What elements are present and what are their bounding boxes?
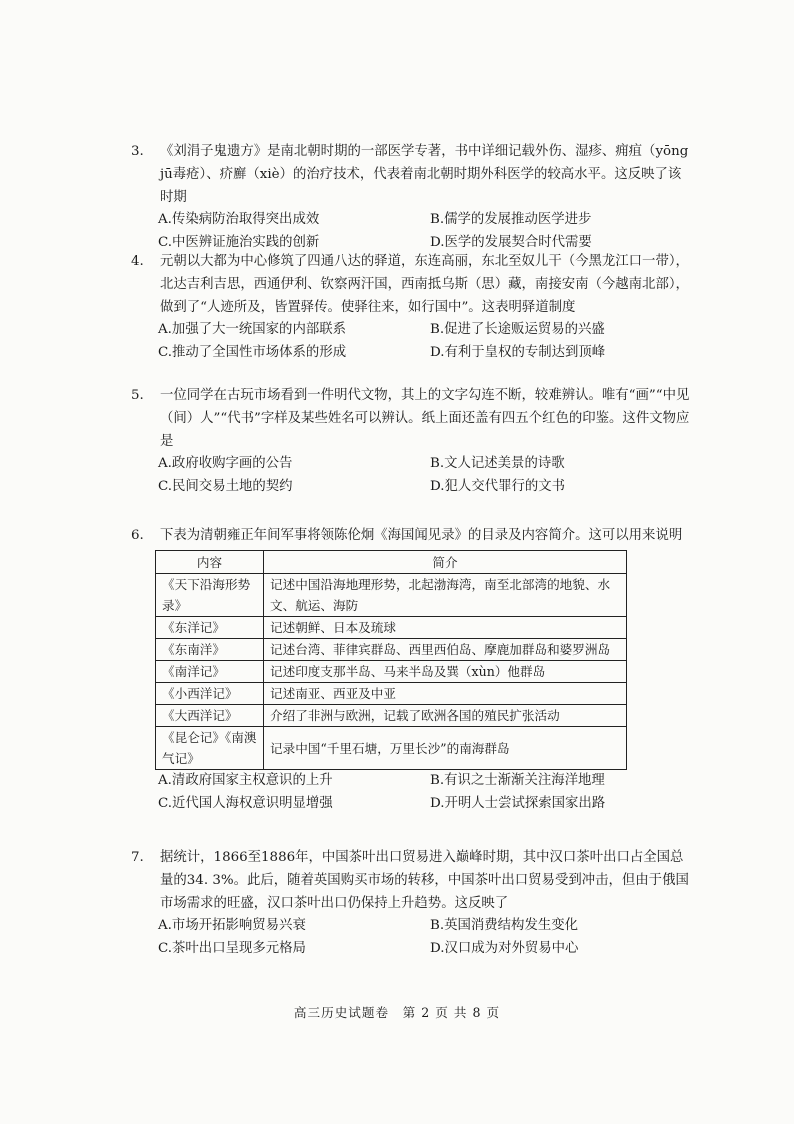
- option-a[interactable]: A.清政府国家主权意识的上升: [158, 773, 333, 788]
- table-cell-summary: 记述中国沿海地理形势，北起渤海湾，南至北部湾的地貌、水文、航运、海防: [264, 574, 627, 617]
- toc-table: [155, 550, 627, 770]
- question-4: [131, 250, 691, 364]
- option-a[interactable]: A.加强了大一统国家的内部联系: [158, 322, 347, 337]
- option-c[interactable]: C.推动了全国性市场体系的形成: [158, 344, 347, 360]
- table-cell-content: 《昆仑记》《南澳气记》: [156, 727, 264, 770]
- table-row: [156, 705, 627, 727]
- table-cell-summary: 记述南亚、西亚及中亚: [264, 683, 627, 705]
- option-b[interactable]: B.英国消费结构发生变化: [430, 918, 579, 933]
- table-cell-content: 《小西洋记》: [156, 683, 264, 705]
- question-number: 4.: [131, 254, 144, 269]
- table-row: [156, 727, 627, 770]
- options: [158, 453, 691, 498]
- table-header-content: 内容: [156, 551, 264, 574]
- table-cell-summary: 介绍了非洲与欧洲，记载了欧洲各国的殖民扩张活动: [264, 705, 627, 727]
- table-cell-content: 《东南洋》: [156, 639, 264, 661]
- question-5: [131, 384, 691, 498]
- option-b[interactable]: B.文人记述美景的诗歌: [430, 456, 565, 471]
- option-d[interactable]: D.医学的发展契合时代需要: [430, 234, 592, 250]
- table-cell-summary: 记述台湾、菲律宾群岛、西里西伯岛、摩鹿加群岛和婆罗洲岛: [264, 639, 627, 661]
- table-cell-content: 《南洋记》: [156, 661, 264, 683]
- table-row: [156, 683, 627, 705]
- table-row: [156, 574, 627, 617]
- option-b[interactable]: B.儒学的发展推动医学进步: [430, 212, 592, 227]
- table-header-row: [156, 551, 627, 574]
- options: [158, 319, 691, 364]
- option-b[interactable]: B.促进了长途贩运贸易的兴盛: [430, 322, 605, 337]
- page-footer: 高三历史试题卷 第 2 页 共 8 页: [293, 1005, 501, 1020]
- option-c[interactable]: C.中医辨证施治实践的创新: [158, 234, 320, 250]
- question-6: [131, 524, 691, 815]
- table-header-summary: 简介: [264, 551, 627, 574]
- option-b[interactable]: B.有识之士渐渐关注海洋地理: [430, 773, 605, 788]
- question-number: 7.: [131, 850, 144, 865]
- question-stem: 《刘涓子鬼遗方》是南北朝时期的一部医学专著，书中详细记载外伤、湿疹、痈疽（yōng jū毒疮）、疥廯（xiè）的治疗技术，代表着南北朝时期外科医学的较高水平。这反映了该时期: [160, 144, 689, 205]
- option-d[interactable]: D.开明人士尝试探索国家出路: [430, 795, 606, 811]
- table-cell-summary: 记述印度支那半岛、马来半岛及巽（xùn）他群岛: [264, 661, 627, 683]
- question-number: 5.: [131, 388, 144, 403]
- question-7: [131, 846, 691, 960]
- question-stem: 下表为清朝雍正年间军事将领陈伦炯《海国闻见录》的目录及内容简介。这可以用来说明: [160, 528, 683, 543]
- table-cell-content: 《东洋记》: [156, 617, 264, 639]
- option-c[interactable]: C.近代国人海权意识明显增强: [158, 795, 333, 811]
- question-number: 6.: [131, 528, 144, 543]
- question-stem: 元朝以大都为中心修筑了四通八达的驿道，东连高丽，东北至奴儿干（今黑龙江口一带），北达吉利吉思，西通伊利、钦察两汗国，西南抵乌斯（思）藏，南接安南（今越南北部），做到了“人迹所及，皆置驿传。使驿往来，如行国中”。这表明驿道制度: [160, 254, 689, 315]
- options: [158, 915, 691, 960]
- option-c[interactable]: C.茶叶出口呈现多元格局: [158, 940, 306, 956]
- table-cell-content: 《大西洋记》: [156, 705, 264, 727]
- table-cell-summary: 记录中国“千里石塘，万里长沙”的南海群岛: [264, 727, 627, 770]
- option-c[interactable]: C.民间交易土地的契约: [158, 478, 293, 494]
- question-3: [131, 140, 691, 254]
- table-cell-content: 《天下沿海形势录》: [156, 574, 264, 617]
- question-stem: 一位同学在古玩市场看到一件明代文物，其上的文字勾连不断，较难辨认。唯有“画”“中见（间）人”“代书”字样及某些姓名可以辨认。纸上面还盖有四五个红色的印鉴。这件文物应是: [160, 388, 690, 449]
- question-number: 3.: [131, 144, 144, 159]
- option-a[interactable]: A.传染病防治取得突出成效: [158, 212, 320, 227]
- option-a[interactable]: A.政府收购字画的公告: [158, 456, 293, 471]
- options: [158, 770, 691, 815]
- table-row: [156, 639, 627, 661]
- options: [158, 209, 691, 254]
- table-row: [156, 617, 627, 639]
- option-a[interactable]: A.市场开拓影响贸易兴衰: [158, 918, 306, 933]
- question-stem: 据统计，1866至1886年，中国茶叶出口贸易进入巅峰时期，其中汉口茶叶出口占全国总量的34. 3%。此后，随着英国购买市场的转移，中国茶叶出口贸易受到冲击，但由于俄国市场需求的旺盛，汉口茶叶出口仍保持上升趋势。这反映了: [160, 850, 689, 911]
- option-d[interactable]: D.有利于皇权的专制达到顶峰: [430, 344, 606, 360]
- option-d[interactable]: D.犯人交代罪行的文书: [430, 478, 566, 494]
- table-cell-summary: 记述朝鲜、日本及琉球: [264, 617, 627, 639]
- table-row: [156, 661, 627, 683]
- option-d[interactable]: D.汉口成为对外贸易中心: [430, 940, 579, 956]
